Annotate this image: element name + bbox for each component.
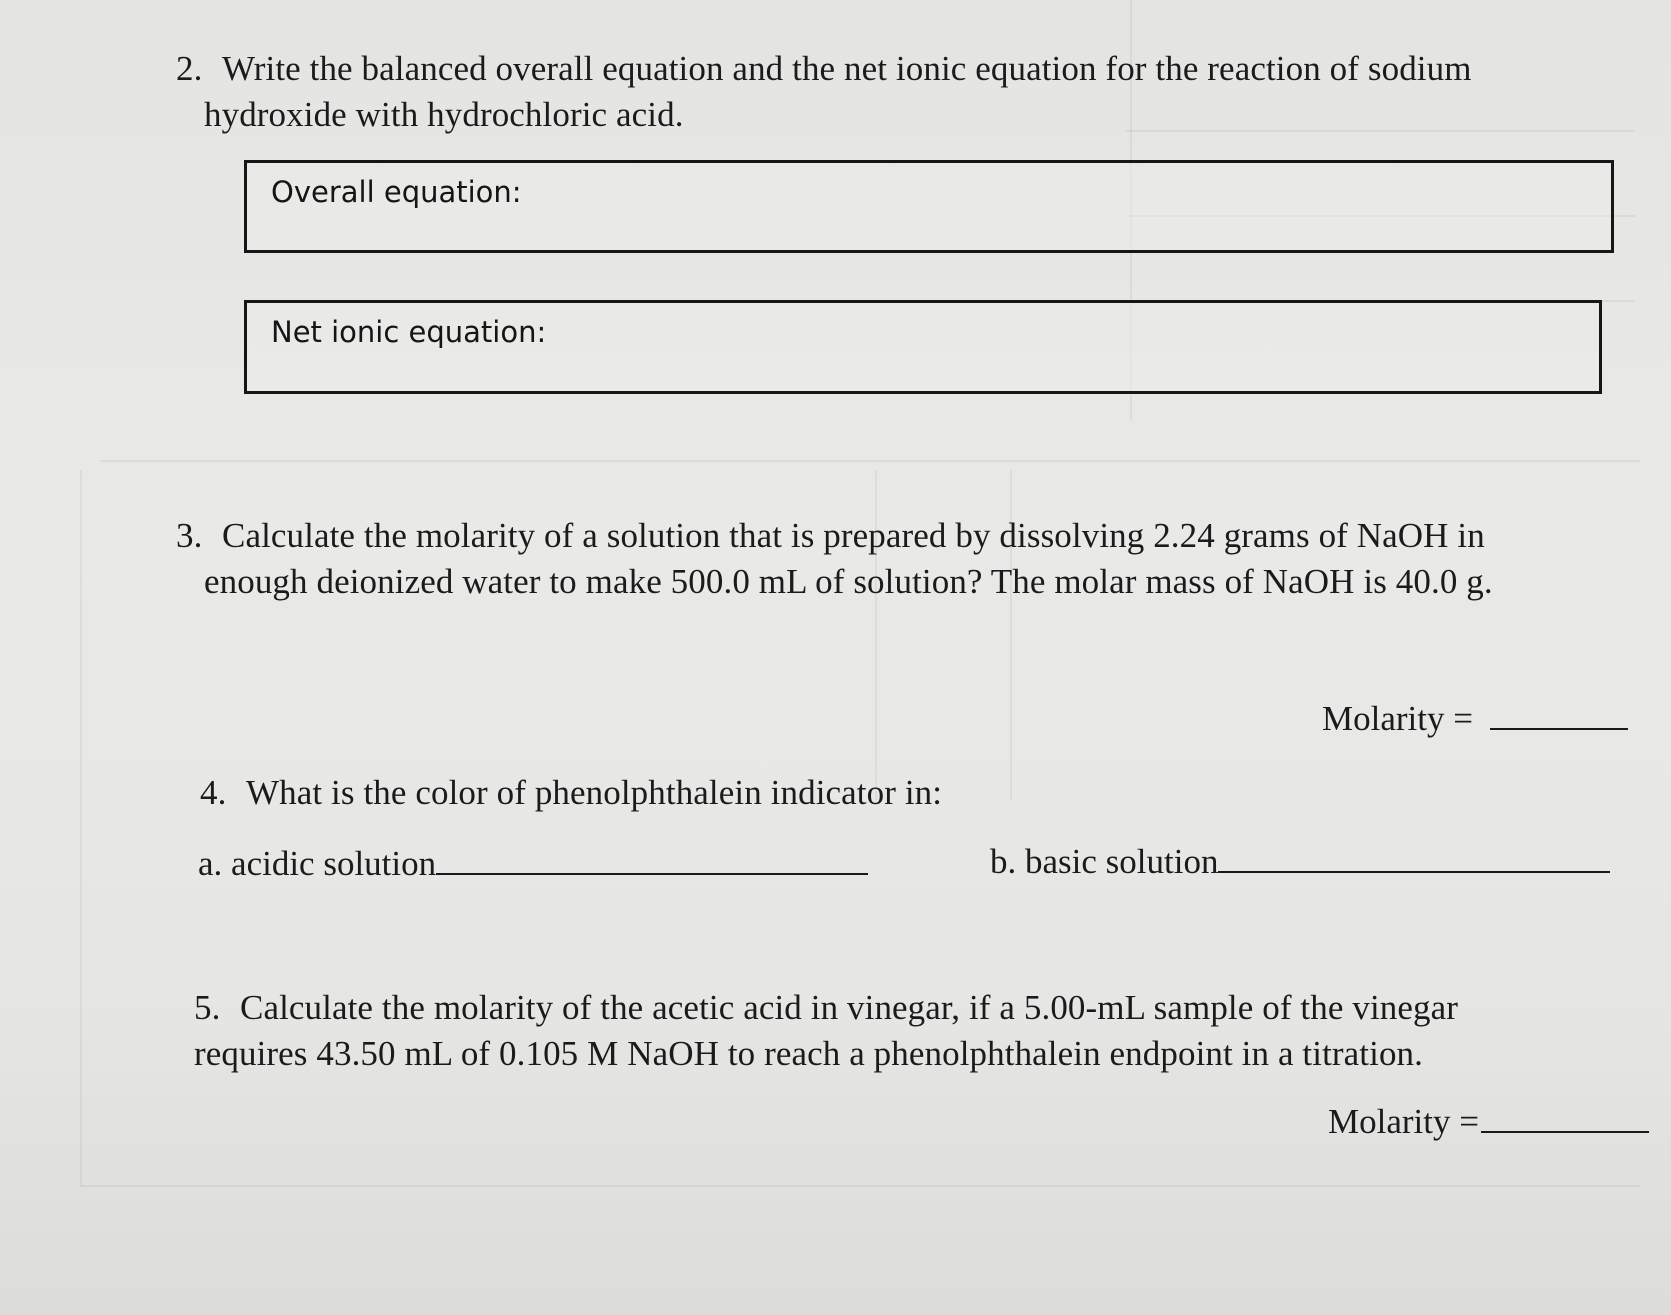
question-2-line-2: hydroxide with hydrochloric acid. [204, 95, 684, 134]
question-4-part-b [990, 840, 1610, 884]
question-4 [200, 770, 1100, 816]
question-2-number: 2. [176, 49, 203, 88]
question-5-number: 5. [194, 988, 221, 1027]
overall-equation-box[interactable] [244, 160, 1614, 253]
basic-solution-blank[interactable] [1218, 841, 1610, 873]
bleed-grid-line [100, 460, 1640, 462]
acidic-solution-blank[interactable] [436, 843, 868, 875]
question-3 [176, 513, 1646, 605]
question-3-answer-blank[interactable] [1490, 698, 1628, 730]
question-4-text: What is the color of phenolphthalein indicator in: [246, 773, 943, 812]
question-2 [176, 46, 1636, 138]
question-5-molarity-label: Molarity = [1328, 1102, 1479, 1141]
question-2-line-1 [176, 46, 1636, 92]
question-3-line-2: enough deionized water to make 500.0 mL of solution? The molar mass of NaOH is 40.0 g. [204, 562, 1493, 601]
question-4-part-a [198, 842, 868, 886]
acidic-solution-label: a. acidic solution [198, 844, 437, 883]
question-4-number: 4. [200, 773, 227, 812]
question-3-molarity-label: Molarity = [1322, 699, 1473, 738]
question-5 [194, 985, 1654, 1077]
question-2-text: Write the balanced overall equation and the net ionic equation for the reaction of sodium [222, 49, 1472, 88]
question-3-answer [1322, 697, 1628, 741]
question-3-text: Calculate the molarity of a solution that is prepared by dissolving 2.24 grams of NaOH in [222, 516, 1485, 555]
question-3-line-1 [176, 513, 1646, 559]
question-5-line-2: requires 43.50 mL of 0.105 M NaOH to reach a phenolphthalein endpoint in a titration. [194, 1034, 1423, 1073]
net-ionic-equation-label: Net ionic equation: [271, 315, 547, 349]
bleed-grid-line [80, 470, 82, 1185]
net-ionic-equation-box[interactable] [244, 300, 1602, 394]
question-3-number: 3. [176, 516, 203, 555]
question-5-line-1 [194, 985, 1654, 1031]
basic-solution-label: b. basic solution [990, 842, 1219, 881]
question-5-answer-blank[interactable] [1481, 1101, 1649, 1133]
question-5-text: Calculate the molarity of the acetic acid in vinegar, if a 5.00-mL sample of the vinegar [240, 988, 1458, 1027]
bleed-grid-line [80, 1185, 1640, 1187]
overall-equation-label: Overall equation: [271, 175, 522, 209]
question-5-answer [1328, 1100, 1649, 1144]
